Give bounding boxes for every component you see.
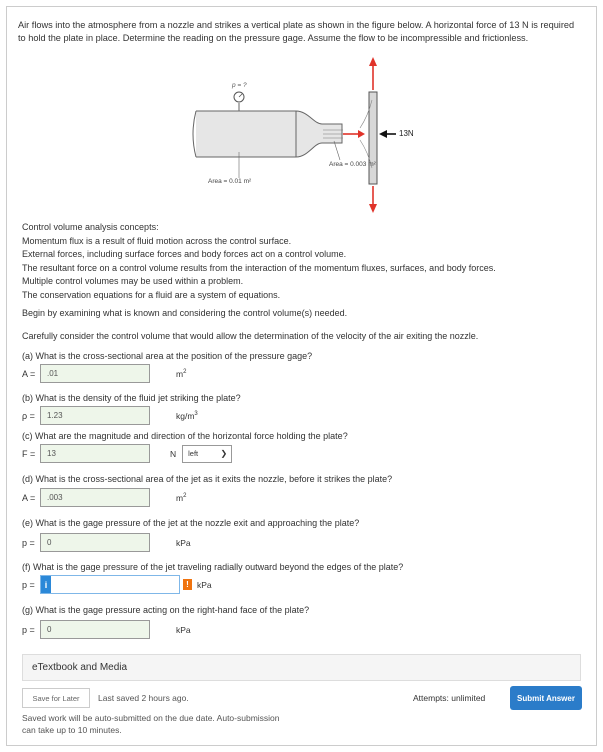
question-a: (a) What is the cross-sectional area at the position of the pressure gage? <box>22 351 313 361</box>
answer-row-g <box>22 620 191 639</box>
answer-label: A = <box>22 492 36 503</box>
unit-label: $kg/m^3$ <box>176 410 198 421</box>
direction-select[interactable] <box>182 445 232 463</box>
unit-label: kPa <box>176 624 191 635</box>
concept-item: Momentum flux is a result of fluid motion across the control surface. <box>22 235 292 246</box>
question-c: (c) What are the magnitude and direction of the horizontal force holding the plate? <box>22 431 348 441</box>
last-saved-text: Last saved 2 hours ago. <box>98 693 189 703</box>
answer-label: A = <box>22 368 36 379</box>
unit-label: $m^2$ <box>176 492 187 503</box>
instruction-careful: Carefully consider the control volume that would allow the determination of the velocity of the air exiting the nozzle. <box>22 331 479 341</box>
unit-label: kPa <box>197 579 212 590</box>
answer-row-a <box>22 364 186 383</box>
radial-pressure-input[interactable] <box>40 575 180 594</box>
area-small-label: Area = 0.003 m² <box>329 161 376 168</box>
answer-label: p = <box>22 624 35 635</box>
nozzle-area-input[interactable]: .003 <box>40 488 150 507</box>
density-input[interactable]: 1.23 <box>40 406 150 425</box>
instruction-begin: Begin by examining what is known and considering the control volume(s) needed. <box>22 308 348 318</box>
question-e: (e) What is the gage pressure of the jet at the nozzle exit and approaching the plate? <box>22 518 360 528</box>
autosubmit-note: Saved work will be auto-submitted on the due date. Auto-submission can take up to 10 minutes. <box>22 713 280 735</box>
answer-label: p = <box>22 537 35 548</box>
submit-answer-button[interactable]: Submit Answer <box>510 686 582 710</box>
concept-item: Multiple control volumes may be used within a problem. <box>22 276 244 287</box>
unit-label: N <box>170 448 177 459</box>
warning-icon: ! <box>183 579 192 590</box>
info-icon[interactable]: i <box>41 576 51 593</box>
chevron-down-icon: ❯ <box>220 449 228 458</box>
concepts-heading: Control volume analysis concepts: <box>22 222 159 232</box>
force-label: 13N <box>399 129 414 138</box>
question-f: (f) What is the gage pressure of the jet traveling radially outward beyond the edges of the plate? <box>22 562 404 572</box>
answer-row-c <box>22 444 232 463</box>
etextbook-media-panel[interactable]: eTextbook and Media <box>22 654 581 681</box>
problem-statement: Air flows into the atmosphere from a nozzle and strikes a vertical plate as shown in the figure below. A horizontal force of 13 N is required to hold the plate in place. Determine the reading on the pressure gage. Assume the flow to be incompressible and frictionless. <box>18 20 575 43</box>
answer-row-e <box>22 533 191 552</box>
save-for-later-button[interactable]: Save for Later <box>22 688 90 708</box>
question-g: (g) What is the gage pressure acting on the right-hand face of the plate? <box>22 605 310 615</box>
nozzle-pressure-input[interactable]: 0 <box>40 533 150 552</box>
concept-item: The conservation equations for a fluid are a system of equations. <box>22 289 281 300</box>
force-input[interactable]: 13 <box>40 444 150 463</box>
unit-label: $m^2$ <box>176 368 187 379</box>
direction-value: left <box>188 449 199 458</box>
question-b: (b) What is the density of the fluid jet striking the plate? <box>22 393 241 403</box>
attempts-text: Attempts: unlimited <box>413 693 486 703</box>
concept-item: The resultant force on a control volume results from the interaction of the momentum fluxes, surfaces, and body forces. <box>22 262 496 273</box>
unit-label: kPa <box>176 537 191 548</box>
area-gage-input[interactable]: .01 <box>40 364 150 383</box>
answer-row-d <box>22 488 186 507</box>
answer-row-f <box>22 575 212 594</box>
plate-pressure-input[interactable]: 0 <box>40 620 150 639</box>
nozzle-figure <box>0 0 603 220</box>
gauge-label: p = ? <box>232 82 247 89</box>
area-large-label: Area = 0.01 m² <box>208 178 252 185</box>
concepts-block <box>22 221 496 303</box>
concept-item: External forces, including surface forces and body forces act on a control volume. <box>22 249 347 260</box>
question-d: (d) What is the cross-sectional area of the jet as it exits the nozzle, before it strikes the plate? <box>22 474 393 484</box>
answer-label: F = <box>22 448 36 459</box>
answer-label: p = <box>22 579 35 590</box>
answer-label: ρ = <box>22 410 35 421</box>
answer-row-b <box>22 406 198 425</box>
